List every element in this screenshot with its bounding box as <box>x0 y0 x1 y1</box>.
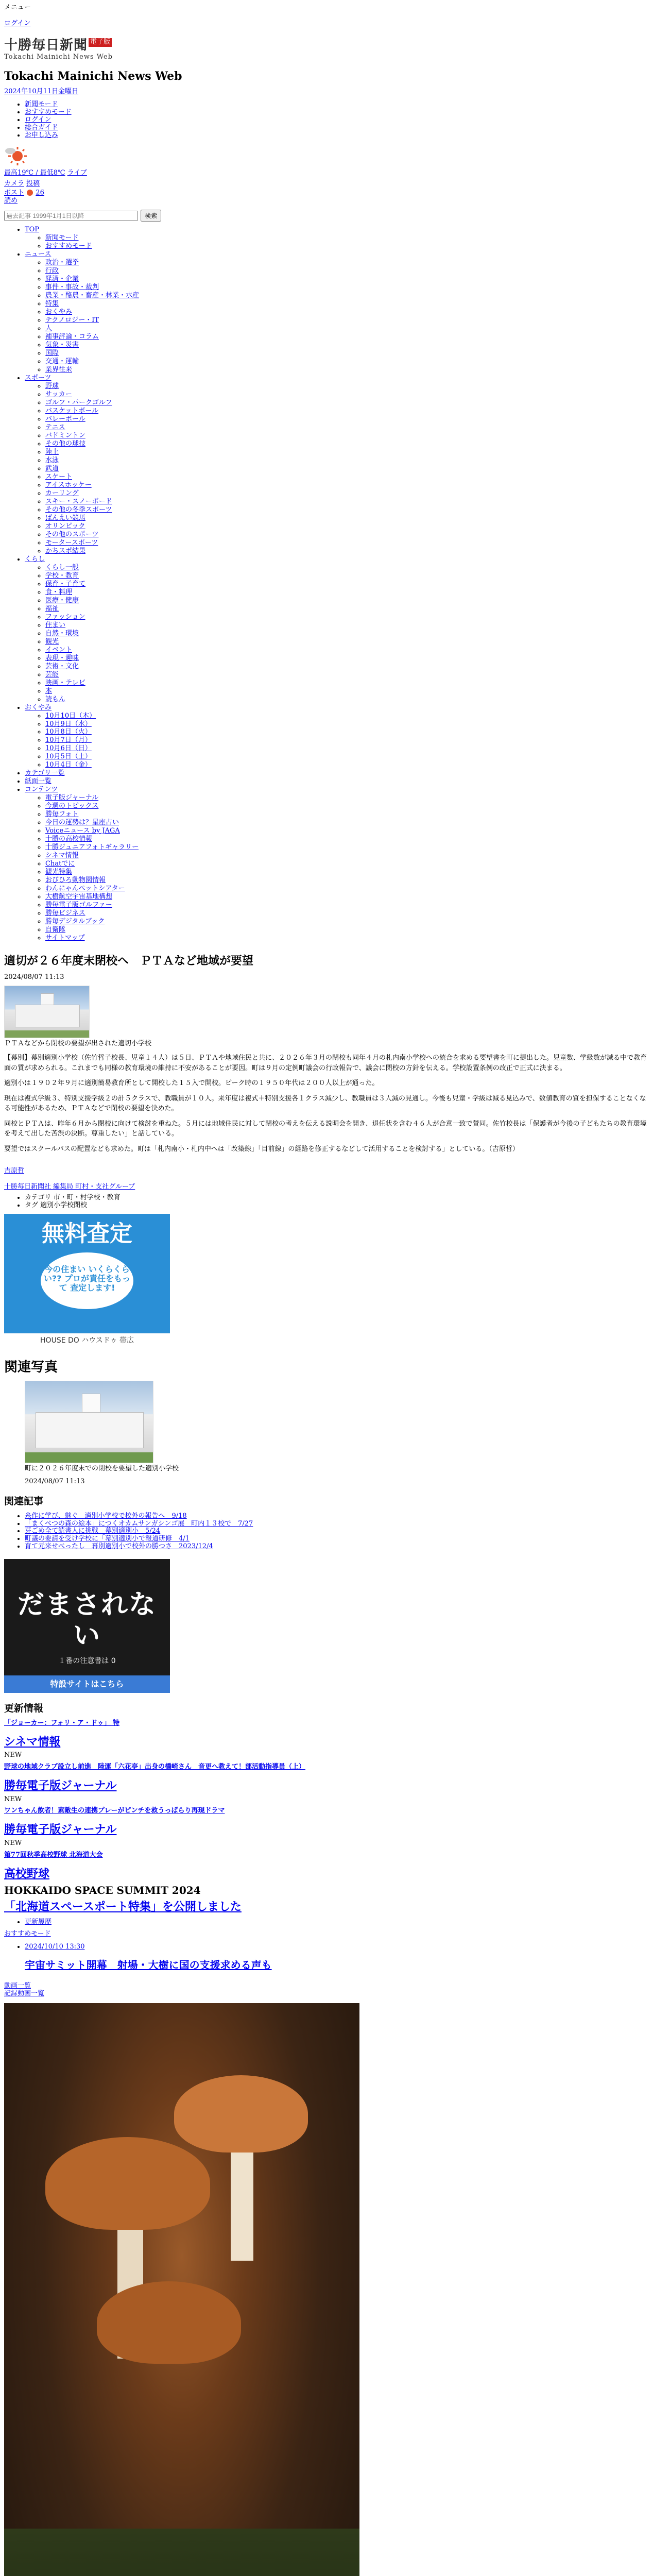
related-article-item[interactable]: • 町議の要請を受け学校に「幕別適別小で報道研修 4/1 <box>25 1535 649 1543</box>
sun-cloud-icon <box>4 144 28 167</box>
related-photo-date: 2024/08/07 11:13 <box>25 1477 85 1485</box>
update-item-section[interactable]: 勝毎電子版ジャーナル <box>4 1823 117 1837</box>
related-photo-caption: 町に２０２６年度末での閉校を要望した適別小学校 <box>25 1464 179 1472</box>
weather-widget[interactable] <box>4 144 649 177</box>
weather-live-link[interactable]: ライブ <box>67 169 87 177</box>
points-count[interactable]: 26 <box>36 189 44 197</box>
update-item-title[interactable]: ワンちゃん飲者！素敵生の連携プレーがピンチを救うっぱらり再現ドラマ <box>4 1807 225 1815</box>
nav-subitem[interactable]: ◦ 勝毎デジタルブック <box>45 918 649 926</box>
header-link[interactable]: • 新聞モード <box>25 101 649 109</box>
nav-subitem[interactable]: ◦ 十勝の高校情報 <box>45 835 649 843</box>
nav-subitem[interactable]: ◦ テクノロジー・IT <box>45 316 649 325</box>
nav-subitem[interactable]: ◦ おびひろ動物園情報 <box>45 876 649 885</box>
nav-subitem[interactable]: ◦ 10月5日（土） <box>45 753 649 761</box>
article-tag[interactable]: • タグ 適別小学校閉校 <box>25 1202 649 1210</box>
nav-subitem[interactable]: ◦ おすすめモード <box>45 242 649 250</box>
nav-subitem[interactable]: ◦ 勝毎電子版ゴルファー <box>45 901 649 909</box>
nav-subitem[interactable]: ◦ 芸術・文化 <box>45 663 649 671</box>
logo-badge: 電子版 <box>89 38 112 47</box>
update-item-title[interactable]: 野球の地域クラブ設立し前進 陸運「六花亭」出身の橋崎さん 音更へ教えて！部活動指導員（上） <box>4 1763 306 1771</box>
updates-list <box>4 1720 649 1880</box>
ad-brand: HOUSE DO ハウスドゥ 帯広 <box>4 1333 170 1348</box>
nav-subitem[interactable]: ◦ 勝毎ビジネス <box>45 909 649 918</box>
nav-subitem[interactable]: ◦ 芸能 <box>45 671 649 679</box>
nav-subitem[interactable]: ◦ 観光 <box>45 638 649 646</box>
nav-news[interactable]: • ニュース ◦ 政治・選挙 ◦ 行政 ◦ 経済・企業 ◦ 事件・事故・裁判 ◦ 農業・酪農・畜産・林業・水産 ◦ 特集 ◦ おくやみ ◦ テクノロジー・IT ◦ 人 ◦ 補事評論・コラム ◦ 気象・災害 ◦ 国際 ◦ 交通・運輸 ◦ 業界往来 <box>25 250 649 374</box>
video-list-link[interactable]: 動画一覧 <box>4 1982 31 1990</box>
nav-subitem[interactable]: ◦ サイトマップ <box>45 934 649 942</box>
update-item-title[interactable]: 「ジョーカー：フォリ・ア・ドゥ」 特 <box>4 1719 120 1727</box>
related-photos-heading: 関連写真 <box>4 1360 58 1375</box>
nav-subitem[interactable]: ◦ ファッション <box>45 613 649 621</box>
article-category[interactable]: • カテゴリ 市・町・村学校・教育 <box>25 1194 649 1202</box>
nav-subitem[interactable]: ◦ 電子版ジャーナル <box>45 794 649 802</box>
weather-temps[interactable]: 最高19℃ / 最低8℃ <box>4 169 65 177</box>
related-photo[interactable] <box>25 1381 153 1463</box>
nav-subitem[interactable]: ◦ 自然・環境 <box>45 630 649 638</box>
nav-subitem[interactable]: ◦ おくやみ <box>45 308 649 316</box>
article-paragraph: 【幕別】幕別適別小学校（佐竹哲子校長、児童１４人）は５日、ＰＴＡや地域住民と共に、２０２６年３月の閉校も同年４月の札内南小学校への統合を求める要望書を町に提出した。児童数、学級数が減る中で教育面の質が求められる。これまでも同様の教育環境の維持に不安があることが要因。町は９月の定例町議会の行政報告で、議会に閉校の方針を伝える。学校設置条例の改正で正式に決まる。 <box>4 1054 647 1072</box>
nav-subitem[interactable]: ◦ モータースポーツ <box>45 539 649 547</box>
recommend-mode-link[interactable]: おすすめモード <box>4 1930 51 1938</box>
nav-subitem[interactable]: ◦ 10月8日（火） <box>45 728 649 736</box>
nav-subitem[interactable]: ◦ 野球 <box>45 382 649 391</box>
nav-subitem[interactable]: ◦ テニス <box>45 423 649 432</box>
nav-subitem[interactable]: ◦ Chatでに <box>45 860 649 868</box>
camera-link[interactable]: カメラ <box>4 180 25 188</box>
article-datetime: 2024/08/07 11:13 <box>4 973 64 981</box>
nav-subitem[interactable]: ◦ 行政 <box>45 267 649 275</box>
nav-papers[interactable]: • 紙面一覧 <box>25 777 649 786</box>
nav-subitem[interactable]: ◦ 福祉 <box>45 605 649 613</box>
ad-scam-warning[interactable] <box>4 1559 170 1693</box>
nav-subitem[interactable]: ◦ 読もん <box>45 696 649 704</box>
nav-subitem[interactable]: ◦ 政治・選挙 <box>45 259 649 267</box>
nav-subitem[interactable]: ◦ 農業・酪農・畜産・林業・水産 <box>45 292 649 300</box>
article-title: 適切が２６年度末閉校へ ＰＴＡなど地域が要望 <box>4 954 254 968</box>
nav-subitem[interactable]: ◦ ゴルフ・パークゴルフ <box>45 399 649 407</box>
recommend-headline[interactable]: 宇宙サミット開幕 射場・大樹に国の支援求める声も <box>25 1959 272 1971</box>
article-paragraph: 現在は複式学級３、特別支援学級２の計５クラスで、教職員が１０人。来年度は複式＋特別支援各１クラス減少し、教職員は３人減の見通し。今後も児童・学級は減る見込みで、数値教育の質を担保することなくなる可能性があるため、ＰＴＡなどで閉校の要望を決めた。 <box>4 1094 646 1113</box>
nav-subitem[interactable]: ◦ 補事評論・コラム <box>45 333 649 341</box>
nav-obituary[interactable]: • おくやみ ◦ 10月10日（木） ◦ 10月9日（水） ◦ 10月8日（火） ◦ 10月7日（月） ◦ 10月6日（日） ◦ 10月5日（土） ◦ 10月4日（金） <box>25 704 649 770</box>
today-date[interactable]: 2024年10月11日金曜日 <box>4 88 79 96</box>
nav-subitem[interactable]: ◦ 新聞モード <box>45 234 649 242</box>
header-link[interactable]: • お申し込み <box>25 132 649 140</box>
nav-subitem[interactable]: ◦ 経済・企業 <box>45 275 649 283</box>
header-link[interactable]: • ログイン <box>25 116 649 124</box>
space-summit-link[interactable]: 「北海道スペースポート特集」を公開しました <box>4 1900 242 1913</box>
nav-top[interactable]: • TOP ◦ 新聞モード ◦ おすすめモード <box>25 226 649 250</box>
nav-subitem[interactable]: ◦ 十勝ジュニアフォトギャラリー <box>45 843 649 852</box>
login-link[interactable]: ログイン <box>4 19 31 27</box>
nav-subitem[interactable]: ◦ その他のスポーツ <box>45 531 649 539</box>
nav-subitem[interactable]: ◦ 住まい <box>45 621 649 630</box>
header-link[interactable]: • 総合ガイド <box>25 124 649 132</box>
menu-button[interactable]: メニュー <box>4 4 31 11</box>
ad-house-do[interactable] <box>4 1214 170 1348</box>
nav-subitem[interactable]: ◦ 10月6日（日） <box>45 744 649 753</box>
nav-subitem[interactable]: ◦ わんにゃんペットシアター <box>45 885 649 893</box>
post2-link[interactable]: ポスト <box>4 189 25 197</box>
nav-subitem[interactable]: ◦ スキー・スノーボード <box>45 498 649 506</box>
article-paragraph: 適別小は１９０２年９月に適別簡易教育所として開校した１５入で開校。ピーク時の１９５０年代は２００人以上が通った。 <box>4 1079 379 1088</box>
nav-subitem[interactable]: ◦ イベント <box>45 646 649 654</box>
related-article-item[interactable]: • 糸作に学び、継ぐ 適別小学校で校外の報告へ 9/18 <box>25 1513 649 1520</box>
nav-subitem[interactable]: ◦ かちスポ結果 <box>45 547 649 555</box>
nav-subitem[interactable]: ◦ 大樹航空宇宙基地構想 <box>45 893 649 901</box>
nav-subitem[interactable]: ◦ 陸上 <box>45 448 649 456</box>
update-item-section[interactable]: 高校野球 <box>4 1867 50 1880</box>
nav-subitem[interactable]: ◦ 医療・健康 <box>45 597 649 605</box>
nav-subitem[interactable]: ◦ 表現・趣味 <box>45 654 649 663</box>
logo-jp: 十勝毎日新聞 <box>4 37 88 53</box>
related-articles-heading: 関連記事 <box>4 1495 44 1507</box>
updates-heading: 更新情報 <box>4 1703 44 1715</box>
ad-title: 無料査定 <box>42 1221 132 1247</box>
main-nav <box>4 226 649 942</box>
nav-subitem[interactable]: ◦ くらし一般 <box>45 564 649 572</box>
nav-subitem[interactable]: ◦ 今日の運勢は？星座占い <box>45 819 649 827</box>
nav-subitem[interactable]: ◦ 10月10日（木） <box>45 712 649 720</box>
related-article-item[interactable]: • 「まくべつの森の絵本」につくオカムサンガシンゴ展 町内１３校で 7/27 <box>25 1520 649 1528</box>
article-byline[interactable]: 吉原哲 <box>4 1167 25 1175</box>
nav-subitem[interactable]: ◦ 保育・子育て <box>45 580 649 588</box>
nav-subitem[interactable]: ◦ 人 <box>45 325 649 333</box>
related-article-item[interactable]: • 芽ごめ全て読書人に挑戦 幕別適別小 5/24 <box>25 1528 649 1535</box>
site-logo[interactable] <box>4 38 159 63</box>
nav-subitem[interactable]: ◦ 観光特集 <box>45 868 649 876</box>
nav-subitem[interactable]: ◦ バスケットボール <box>45 407 649 415</box>
update-item-title[interactable]: 第77回秋季高校野球 北海道大会 <box>4 1851 103 1859</box>
ad-cta: 特設サイトはこちら <box>4 1675 170 1693</box>
header-link[interactable]: • おすすめモード <box>25 109 649 116</box>
nav-subitem[interactable]: ◦ 武道 <box>45 465 649 473</box>
related-articles-list <box>4 1513 649 1551</box>
ad-body: 今の住まい いくらくらい?? プロが責任をもって 査定します! <box>41 1252 133 1309</box>
nav-life[interactable]: • くらし ◦ くらし一般 ◦ 学校・教育 ◦ 保育・子育て ◦ 食・料理 ◦ 医療・健康 ◦ 福祉 ◦ ファッション ◦ 住まい ◦ 自然・環境 ◦ 観光 ◦ イベント ◦ 表現・趣味 ◦ 芸術・文化 ◦ 芸能 ◦ 映画・テレビ ◦ 本 ◦ 読もん <box>25 555 649 704</box>
featured-photo[interactable] <box>4 2003 359 2576</box>
nav-subitem[interactable]: ◦ ばんえい競馬 <box>45 514 649 522</box>
article-paragraph: 同校とＰＴＡは、昨年６月から閉校に向けて検討を重ねた。５月には地域住民に対して閉校の考えを伝える説明会を開き、退任状を含む４６人が合意一致で賛同。佐竹校長は「保護者が今後の子どもたちの教育環境を考えて出した苦渋の決断。尊重したい」と話している。 <box>4 1120 647 1138</box>
recommend-date: • 2024/10/10 13:30 <box>25 1943 649 1951</box>
read-link[interactable]: 読め <box>4 196 18 205</box>
new-badge: NEW <box>4 1751 22 1759</box>
nav-subitem[interactable]: ◦ シネマ情報 <box>45 852 649 860</box>
nav-subitem[interactable]: ◦ 交通・運輸 <box>45 358 649 366</box>
search-bar <box>4 210 649 222</box>
nav-subitem[interactable]: ◦ アイスホッケー <box>45 481 649 489</box>
search-input[interactable] <box>4 211 138 221</box>
nav-subitem[interactable]: ◦ カーリング <box>45 489 649 498</box>
nav-contents[interactable]: • コンテンツ ◦ 電子版ジャーナル ◦ 今週のトピックス ◦ 勝毎フォト ◦ 今日の運勢は？星座占い ◦ Voiceニュース by JAGA ◦ 十勝の高校情報 ◦ 十勝ジュニアフォトギャラリー ◦ シネマ情報 ◦ Chatでに ◦ 観光特集 ◦ おびひろ動物園情報 ◦ わんにゃんペットシアター ◦ 大樹航空宇宙基地構想 ◦ 勝毎電子版ゴルファー ◦ 勝毎ビジネス ◦ 勝毎デジタルブック ◦ 自衛隊 ◦ サイトマップ <box>25 786 649 942</box>
space-summit-label: HOKKAIDO SPACE SUMMIT 2024 <box>4 1884 201 1896</box>
nav-subitem[interactable]: ◦ 事件・事故・裁判 <box>45 283 649 292</box>
article-photo[interactable] <box>4 986 90 1038</box>
update-item-section[interactable]: 勝毎電子版ジャーナル <box>4 1779 117 1793</box>
article-desk[interactable]: 十勝毎日新聞社 編集局 町村・支社グループ <box>4 1183 135 1191</box>
nav-subitem[interactable]: ◦ 学校・教育 <box>45 572 649 580</box>
nav-subitem[interactable]: ◦ 食・料理 <box>45 588 649 597</box>
logo-en: Tokachi Mainichi News Web <box>4 53 113 61</box>
nav-subitem[interactable]: ◦ 気象・災害 <box>45 341 649 349</box>
ad-title: だまされない <box>17 1589 157 1652</box>
nav-category[interactable]: • カテゴリ一覧 <box>25 769 649 777</box>
site-name: Tokachi Mainichi News Web <box>4 69 182 83</box>
nav-subitem[interactable]: ◦ 水泳 <box>45 456 649 465</box>
header-links <box>4 101 649 140</box>
nav-subitem[interactable]: ◦ 自衛隊 <box>45 926 649 934</box>
search-button[interactable]: 検索 <box>141 210 161 222</box>
nav-subitem[interactable]: ◦ 映画・テレビ <box>45 679 649 687</box>
nav-subitem[interactable]: ◦ オリンピック <box>45 522 649 531</box>
new-badge: NEW <box>4 1839 22 1847</box>
nav-subitem[interactable]: ◦ 業界往来 <box>45 366 649 374</box>
nav-subitem[interactable]: ◦ 勝毎フォト <box>45 810 649 819</box>
nav-subitem[interactable]: ◦ 本 <box>45 687 649 696</box>
points-icon <box>26 189 33 196</box>
nav-subitem[interactable]: ◦ 国際 <box>45 349 649 358</box>
update-history-link[interactable]: • 更新履歴 <box>25 1919 649 1926</box>
nav-subitem[interactable]: ◦ 今週のトピックス <box>45 802 649 810</box>
update-item-section[interactable]: シネマ情報 <box>4 1735 61 1749</box>
article-paragraph: 要望ではスクールバスの配置なども求めた。町は「札内南小・札内中へは「改築線」「目前線」の経路を修正するなどして活用することを検討する」としている。（吉原哲） <box>4 1145 519 1153</box>
nav-subitem[interactable]: ◦ バドミントン <box>45 432 649 440</box>
nav-subitem[interactable]: ◦ バレーボール <box>45 415 649 423</box>
nav-sports[interactable]: • スポーツ ◦ 野球 ◦ サッカー ◦ ゴルフ・パークゴルフ ◦ バスケットボール ◦ バレーボール ◦ テニス ◦ バドミントン ◦ その他の球技 ◦ 陸上 ◦ 水泳 ◦ 武道 ◦ スケート ◦ アイスホッケー ◦ カーリング ◦ スキー・スノーボード ◦ その他の冬季スポーツ ◦ ばんえい競馬 ◦ オリンピック ◦ その他のスポーツ ◦ モータースポーツ ◦ かちスポ結果 <box>25 374 649 555</box>
nav-subitem[interactable]: ◦ 特集 <box>45 300 649 308</box>
ad-subtitle: １番の注意書は 0 <box>58 1656 116 1665</box>
related-article-item[interactable]: • 育て元来せべったし 幕別適別小で校外の勝つさ 2023/12/4 <box>25 1543 649 1551</box>
post-link[interactable]: 投稿 <box>26 180 40 188</box>
nav-subitem[interactable]: ◦ 10月4日（金） <box>45 761 649 769</box>
nav-subitem[interactable]: ◦ Voiceニュース by JAGA <box>45 827 649 835</box>
nav-subitem[interactable]: ◦ 10月9日（水） <box>45 720 649 728</box>
nav-subitem[interactable]: ◦ 10月7日（月） <box>45 736 649 744</box>
new-badge: NEW <box>4 1795 22 1803</box>
nav-subitem[interactable]: ◦ スケート <box>45 473 649 481</box>
article-photo-caption: ＰＴＡなどから閉校の要望が出された適切小学校 <box>4 1040 152 1048</box>
nav-subitem[interactable]: ◦ その他の球技 <box>45 440 649 448</box>
nav-subitem[interactable]: ◦ サッカー <box>45 391 649 399</box>
nav-subitem[interactable]: ◦ その他の冬季スポーツ <box>45 506 649 514</box>
record-video-list-link[interactable]: 記録動画一覧 <box>4 1989 45 1997</box>
